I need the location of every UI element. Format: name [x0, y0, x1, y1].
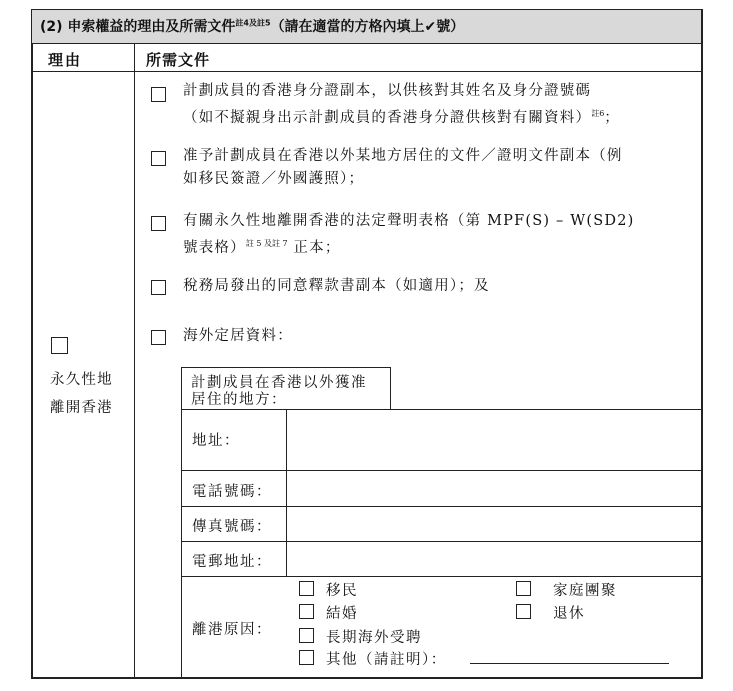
address-row-divider	[181, 470, 702, 471]
document-residence-line1: 准予計劃成員在香港以外某地方居住的文件／證明文件副本（例	[183, 148, 623, 164]
phone-label: 電話號碼：	[192, 484, 272, 500]
title-row-divider	[31, 43, 702, 44]
section-title-note: 註4及註5	[235, 18, 271, 28]
reason-marriage-label: 結婚	[326, 606, 358, 622]
document-declaration-line2	[183, 233, 341, 259]
fax-field[interactable]	[288, 507, 700, 540]
document-checkbox-declaration[interactable]	[151, 216, 166, 231]
document-declaration-line2-text: 號表格）	[183, 239, 246, 256]
reason-label-line2: 離開香港	[50, 400, 113, 416]
reason-family-reunion-label: 家庭團聚	[553, 583, 617, 599]
subtable-left-border	[181, 367, 182, 678]
email-row-divider	[181, 576, 702, 577]
reason-checkbox[interactable]	[51, 337, 68, 354]
table-border-left	[31, 9, 33, 679]
place-label-line1: 計劃成員在香港以外獲准	[191, 375, 367, 391]
address-label: 地址：	[192, 433, 240, 449]
leaving-reason-label: 離港原因：	[192, 622, 272, 638]
value-column-divider	[286, 409, 287, 576]
section-title	[40, 16, 464, 36]
document-residence-line2: 如移民簽證／外國護照）；	[183, 171, 365, 187]
document-declaration-note: 註 5 及註 7	[245, 239, 288, 248]
reason-other-label: 其他（請註明）：	[326, 652, 447, 668]
reason-checkbox-overseas-employment[interactable]	[299, 628, 314, 643]
document-hkid-line2	[183, 103, 620, 129]
subtable-top-border-place	[181, 367, 390, 368]
address-field[interactable]	[288, 411, 700, 469]
column-header-reason: 理由	[48, 51, 83, 69]
document-checkbox-hkid[interactable]	[151, 87, 166, 102]
document-hkid-note: 註6	[591, 109, 605, 118]
document-hkid-line2-end: ；	[604, 109, 620, 126]
header-row-divider	[31, 71, 702, 72]
document-declaration-line2-end: 正本；	[287, 239, 341, 256]
document-declaration-line1: 有關永久性地離開香港的法定聲明表格（第 MPF(S) – W(SD2)	[183, 213, 635, 229]
reason-overseas-employment-label: 長期海外受聘	[326, 630, 422, 646]
reason-checkbox-retirement[interactable]	[516, 604, 531, 619]
section-title-suffix: （請在適當的方格內填上✔號）	[270, 19, 465, 35]
reason-label-line1: 永久性地	[50, 372, 113, 388]
table-border-bottom	[31, 677, 702, 679]
document-checkbox-overseas-info[interactable]	[151, 330, 166, 345]
reason-checkbox-immigration[interactable]	[299, 581, 314, 596]
reason-other-field[interactable]	[470, 647, 669, 664]
email-label: 電郵地址：	[192, 554, 272, 570]
phone-field[interactable]	[288, 472, 700, 505]
document-hkid-line2-text: （如不擬親身出示計劃成員的香港身分證供核對有關資料）	[183, 109, 592, 126]
document-checkbox-residence[interactable]	[151, 151, 166, 166]
column-divider	[134, 43, 135, 678]
place-row-divider	[181, 409, 702, 410]
place-row-right-border	[390, 367, 391, 409]
reason-checkbox-family-reunion[interactable]	[516, 581, 531, 596]
place-value-field[interactable]	[392, 369, 700, 408]
table-border-right	[701, 9, 703, 679]
document-tax-release: 稅務局發出的同意釋款書副本（如適用）；及	[183, 278, 490, 294]
reason-retirement-label: 退休	[553, 606, 585, 622]
reason-checkbox-other[interactable]	[299, 650, 314, 665]
reason-checkbox-marriage[interactable]	[299, 604, 314, 619]
document-checkbox-tax-release[interactable]	[151, 280, 166, 295]
column-header-documents: 所需文件	[146, 51, 211, 69]
place-label-line2: 居住的地方：	[191, 392, 287, 408]
email-field[interactable]	[288, 542, 700, 575]
reason-immigration-label: 移民	[326, 583, 358, 599]
document-overseas-info: 海外定居資料：	[183, 328, 293, 344]
section-title-prefix: (2) 申索權益的理由及所需文件	[40, 19, 236, 35]
document-hkid-line1: 計劃成員的香港身分證副本，以供核對其姓名及身分證號碼	[183, 83, 592, 99]
fax-label: 傳真號碼：	[192, 519, 272, 535]
